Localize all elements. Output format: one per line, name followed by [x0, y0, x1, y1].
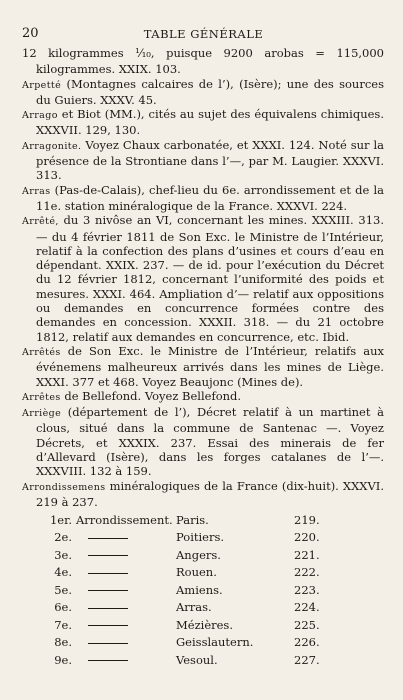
arrondissement-page: 224.: [294, 600, 320, 615]
arrondissement-page: 223.: [294, 582, 320, 597]
entry-head: Arrêté,: [22, 216, 59, 228]
arrondissement-ordinal: 1er.: [49, 512, 72, 527]
arrondissement-city: Mézières.: [176, 617, 233, 632]
index-entry: [22, 344, 384, 389]
entry-text: (Pas-de-Calais), chef-lieu du 6e. arrondissement et de la 11e. station minéralogique de la France. XXXVI. 224.: [36, 182, 384, 213]
arrondissement-city: Arras.: [176, 600, 212, 615]
entry-head: Arriège: [22, 408, 62, 420]
ditto-dash: [76, 653, 176, 667]
arrondissement-city: Paris.: [176, 512, 209, 527]
index-entry: [22, 213, 384, 344]
arrondissement-city: Vesoul.: [176, 652, 218, 667]
arrondissement-page: 225.: [294, 617, 320, 632]
arrondissement-ordinal: 2e.: [54, 530, 72, 545]
page-number: 20: [22, 26, 39, 41]
entry-head: Arrago: [22, 110, 58, 122]
arrondissement-page: 221.: [294, 547, 320, 562]
entry-head: Arpetté: [22, 79, 62, 91]
index-entry: [22, 77, 384, 108]
entry-text: (Montagnes calcaires de l’), (Isère); une des sources du Guiers. XXXV. 45.: [36, 76, 384, 107]
entry-head: Arrondissemens: [22, 481, 106, 493]
ditto-dash: [76, 530, 176, 544]
arrondissement-row: [22, 599, 384, 617]
arrondissement-row: [22, 616, 384, 634]
arrondissement-page: 219.: [294, 512, 320, 527]
arrondissement-row: [22, 581, 384, 599]
arrondissement-city: Rouen.: [176, 565, 217, 580]
arrondissement-row: [22, 511, 384, 529]
ditto-dash: [76, 600, 176, 614]
ditto-dash: [76, 618, 176, 632]
arrondissement-row: [22, 651, 384, 669]
ditto-dash: [76, 583, 176, 597]
page-header: [22, 26, 385, 42]
entry-head: Arrêtes: [22, 391, 61, 403]
entry-text: minéralogiques de la France (dix-huit). XXXVI. 219 à 237.: [36, 478, 384, 509]
ditto-dash: [76, 565, 176, 579]
arrondissement-ordinal: 3e.: [54, 547, 72, 562]
arrondissement-ordinal: 7e.: [54, 617, 72, 632]
arrondissement-row: [22, 546, 384, 564]
index-entry: [22, 46, 384, 77]
entry-head: Arrêtés: [22, 346, 61, 358]
arrondissement-page: 226.: [294, 635, 320, 650]
page-title: TABLE GÉNÉRALE: [143, 27, 264, 41]
arrondissement-page: 220.: [294, 530, 320, 545]
arrondissement-page: 227.: [294, 652, 320, 667]
arrondissement-table: [22, 511, 384, 669]
entry-text: Voyez Chaux carbonatée, et XXXI. 124. Noté sur la présence de la Strontiane dans l’—, par M. Laugier. XXXVI. 313.: [36, 137, 384, 183]
entry-text: (département de l’), Décret relatif à un martinet à clous, situé dans la commune de Santenac —. Voyez Décrets, et XXXIX. 237. Essai des minerais de fer d’Allevard (Isère), dans les forges catalanes de l’—. XXXVIII. 132 à 159.: [36, 405, 384, 479]
index-body: [22, 46, 384, 669]
ditto-dash: [76, 548, 176, 562]
index-entry: [22, 479, 384, 510]
entry-text: de Son Exc. le Ministre de l’Intérieur, relatifs aux événemens malheureux arrivés dans les mines de Liège. XXXI. 377 et 468. Voyez Beaujonc (Mines de).: [36, 343, 384, 389]
arrondissement-ordinal: 4e.: [54, 565, 72, 580]
arrondissement-row: [22, 529, 384, 547]
index-entry: [22, 405, 384, 478]
ditto-dash: [76, 635, 176, 649]
index-entry: [22, 183, 384, 214]
index-entry: [22, 389, 384, 405]
entry-text: du 3 nivôse an VI, concernant les mines. XXXIII. 313. — du 4 février 1811 de Son Exc. le Ministre de l’Intérieur, relatif à la confection des plans d’usines et cours d’eau en dépendant. XXIX. 237. — de id. pour l’exécution du Décret du 12 février 1812, concernant l’uniformité des poids et mesures. XXXI. 464. Ampliation d’— relatif aux oppositions ou demandes en concurrence formées contre des demandes en concession. XXXII. 318. — du 21 octobre 1812, relatif aux demandes en concurrence, etc. Ibid.: [36, 213, 384, 344]
arrondissement-ordinal: 8e.: [54, 635, 72, 650]
arrondissement-city: Geisslautern.: [176, 635, 254, 650]
arrondissement-ordinal: 5e.: [54, 582, 72, 597]
index-entry: [22, 107, 384, 138]
arrondissement-label: Arrondissement.: [76, 512, 173, 527]
entry-head: Arragonite.: [22, 140, 82, 152]
entry-head: Arras: [22, 185, 51, 197]
entry-text: de Bellefond. Voyez Bellefond.: [60, 388, 242, 403]
entry-text: 12 kilogrammes ¹⁄₁₀, puisque 9200 arobas = 115,000 kilogrammes. XXIX. 103.: [22, 46, 384, 77]
arrondissement-page: 222.: [294, 565, 320, 580]
arrondissement-city: Amiens.: [176, 582, 223, 597]
arrondissement-city: Poitiers.: [176, 530, 225, 545]
arrondissement-city: Angers.: [176, 547, 221, 562]
arrondissement-ordinal: 9e.: [54, 652, 72, 667]
index-entry: [22, 138, 384, 183]
entry-text: et Biot (MM.), cités au sujet des équivalens chimiques. XXXVII. 129, 130.: [36, 107, 384, 138]
arrondissement-row: [22, 634, 384, 652]
arrondissement-row: [22, 564, 384, 582]
arrondissement-ordinal: 6e.: [54, 600, 72, 615]
